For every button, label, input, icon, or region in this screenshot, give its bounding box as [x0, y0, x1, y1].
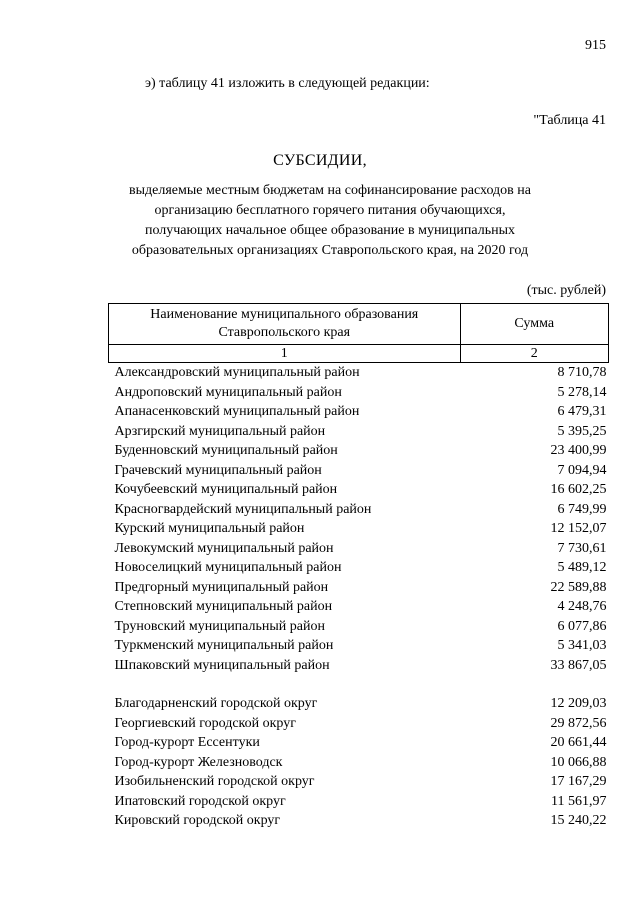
- table-row: [109, 480, 609, 500]
- subsidy-sum: 17 167,29: [550, 774, 607, 789]
- table-row: [109, 714, 609, 734]
- municipality-name: Благодарненский городской округ: [114, 696, 318, 711]
- table-row: [109, 558, 609, 578]
- table-row: [109, 617, 609, 637]
- table-row: [109, 792, 609, 812]
- municipality-name: Предгорный муниципальный район: [114, 579, 329, 595]
- table-reference: "Таблица 41: [533, 113, 606, 128]
- municipality-name: Левокумский муниципальный район: [114, 540, 334, 556]
- subsidy-sum: 22 589,88: [550, 579, 607, 595]
- table-row: [109, 539, 609, 559]
- column-number-2: 2: [460, 345, 608, 363]
- subsidy-sum: 33 867,05: [550, 657, 607, 673]
- municipality-name: Арзгирский муниципальный район: [114, 423, 326, 439]
- subsidy-sum: 7 094,94: [557, 462, 607, 478]
- table-row: [109, 772, 609, 792]
- units-label: (тыс. рублей): [526, 283, 606, 298]
- table-header-row: [109, 304, 609, 345]
- table-row: [109, 597, 609, 617]
- page-number: 915: [585, 38, 606, 53]
- subsidy-sum: 20 661,44: [550, 735, 607, 750]
- subsidy-sum: 23 400,99: [550, 443, 607, 458]
- municipality-name: Кировский городской округ: [114, 813, 281, 828]
- municipality-name: Курский муниципальный район: [114, 521, 305, 536]
- table-row: [109, 811, 609, 831]
- document-subtitle: выделяемые местным бюджетам на софинансирование расходов на организацию бесплатного горячего питания обучающихся, получающих начальное общее образование в муниципальных образовательных организациях Ставропольского края, на 2020 год: [128, 183, 531, 258]
- subsidy-sum: 6 077,86: [557, 618, 607, 634]
- subsidy-sum: 16 602,25: [550, 482, 607, 497]
- table-row: [109, 636, 609, 656]
- table-body: [109, 363, 609, 831]
- municipality-name: Новоселицкий муниципальный район: [114, 560, 342, 575]
- subsidy-sum: 5 341,03: [557, 638, 607, 653]
- header-name-cell: Наименование муниципального образования Ставропольского края: [109, 304, 461, 345]
- municipality-name: Туркменский муниципальный район: [114, 638, 334, 653]
- municipality-name: Грачевский муниципальный район: [114, 462, 322, 478]
- municipality-name: Кочубеевский муниципальный район: [114, 482, 338, 497]
- subsidy-sum: 5 278,14: [557, 384, 607, 400]
- subsidy-sum: 5 395,25: [557, 423, 607, 439]
- table-row: [109, 383, 609, 403]
- municipality-name: Апанасенковский муниципальный район: [114, 404, 360, 419]
- table-row: [109, 500, 609, 520]
- intro-text: э) таблицу 41 изложить в следующей редакции:: [145, 76, 430, 91]
- municipality-name: Город-курорт Ессентуки: [114, 735, 260, 750]
- subsidy-sum: 10 066,88: [550, 754, 607, 770]
- municipality-name: Буденновский муниципальный район: [114, 443, 338, 458]
- table-row: [109, 733, 609, 753]
- header-sum-cell: Сумма: [460, 304, 608, 345]
- subsidy-sum: 12 209,03: [550, 696, 607, 711]
- municipality-name: Ипатовский городской округ: [114, 793, 286, 809]
- column-number-1: 1: [109, 345, 461, 363]
- subsidies-table: [108, 303, 609, 831]
- table-row: [109, 461, 609, 481]
- table-row: [109, 753, 609, 773]
- subsidy-sum: 7 730,61: [557, 540, 607, 556]
- subsidy-sum: 29 872,56: [550, 715, 607, 731]
- subsidy-sum: 11 561,97: [551, 793, 607, 809]
- municipality-name: Шпаковский муниципальный район: [114, 657, 330, 673]
- table-row: [109, 519, 609, 539]
- table-row: [109, 441, 609, 461]
- municipality-name: Красногвардейский муниципальный район: [114, 501, 372, 517]
- table-row: [109, 578, 609, 598]
- municipality-name: Степновский муниципальный район: [114, 599, 333, 614]
- table-row: [109, 363, 609, 383]
- subsidy-sum: 6 749,99: [557, 501, 607, 517]
- subsidy-sum: 5 489,12: [557, 560, 607, 575]
- municipality-name: Изобильненский городской округ: [114, 774, 315, 789]
- document-title: СУБСИДИИ,: [273, 152, 367, 169]
- table-row: [109, 402, 609, 422]
- table-row: [109, 694, 609, 714]
- municipality-name: Труновский муниципальный район: [114, 618, 325, 634]
- separator-cell: [460, 675, 608, 694]
- subsidy-sum: 4 248,76: [557, 599, 607, 614]
- subsidy-sum: 12 152,07: [550, 521, 607, 536]
- table-row: [109, 656, 609, 676]
- municipality-name: Город-курорт Железноводск: [114, 754, 283, 770]
- table-row: [109, 422, 609, 442]
- subsidy-sum: 15 240,22: [550, 813, 607, 828]
- municipality-name: Андроповский муниципальный район: [114, 384, 342, 400]
- municipality-name: Александровский муниципальный район: [114, 365, 360, 380]
- subsidy-sum: 8 710,78: [557, 365, 607, 380]
- municipality-name: Георгиевский городской округ: [114, 715, 296, 731]
- subsidy-sum: 6 479,31: [557, 404, 607, 419]
- separator-cell: [109, 675, 461, 694]
- table-column-number-row: [109, 345, 609, 363]
- group-separator: [109, 675, 609, 694]
